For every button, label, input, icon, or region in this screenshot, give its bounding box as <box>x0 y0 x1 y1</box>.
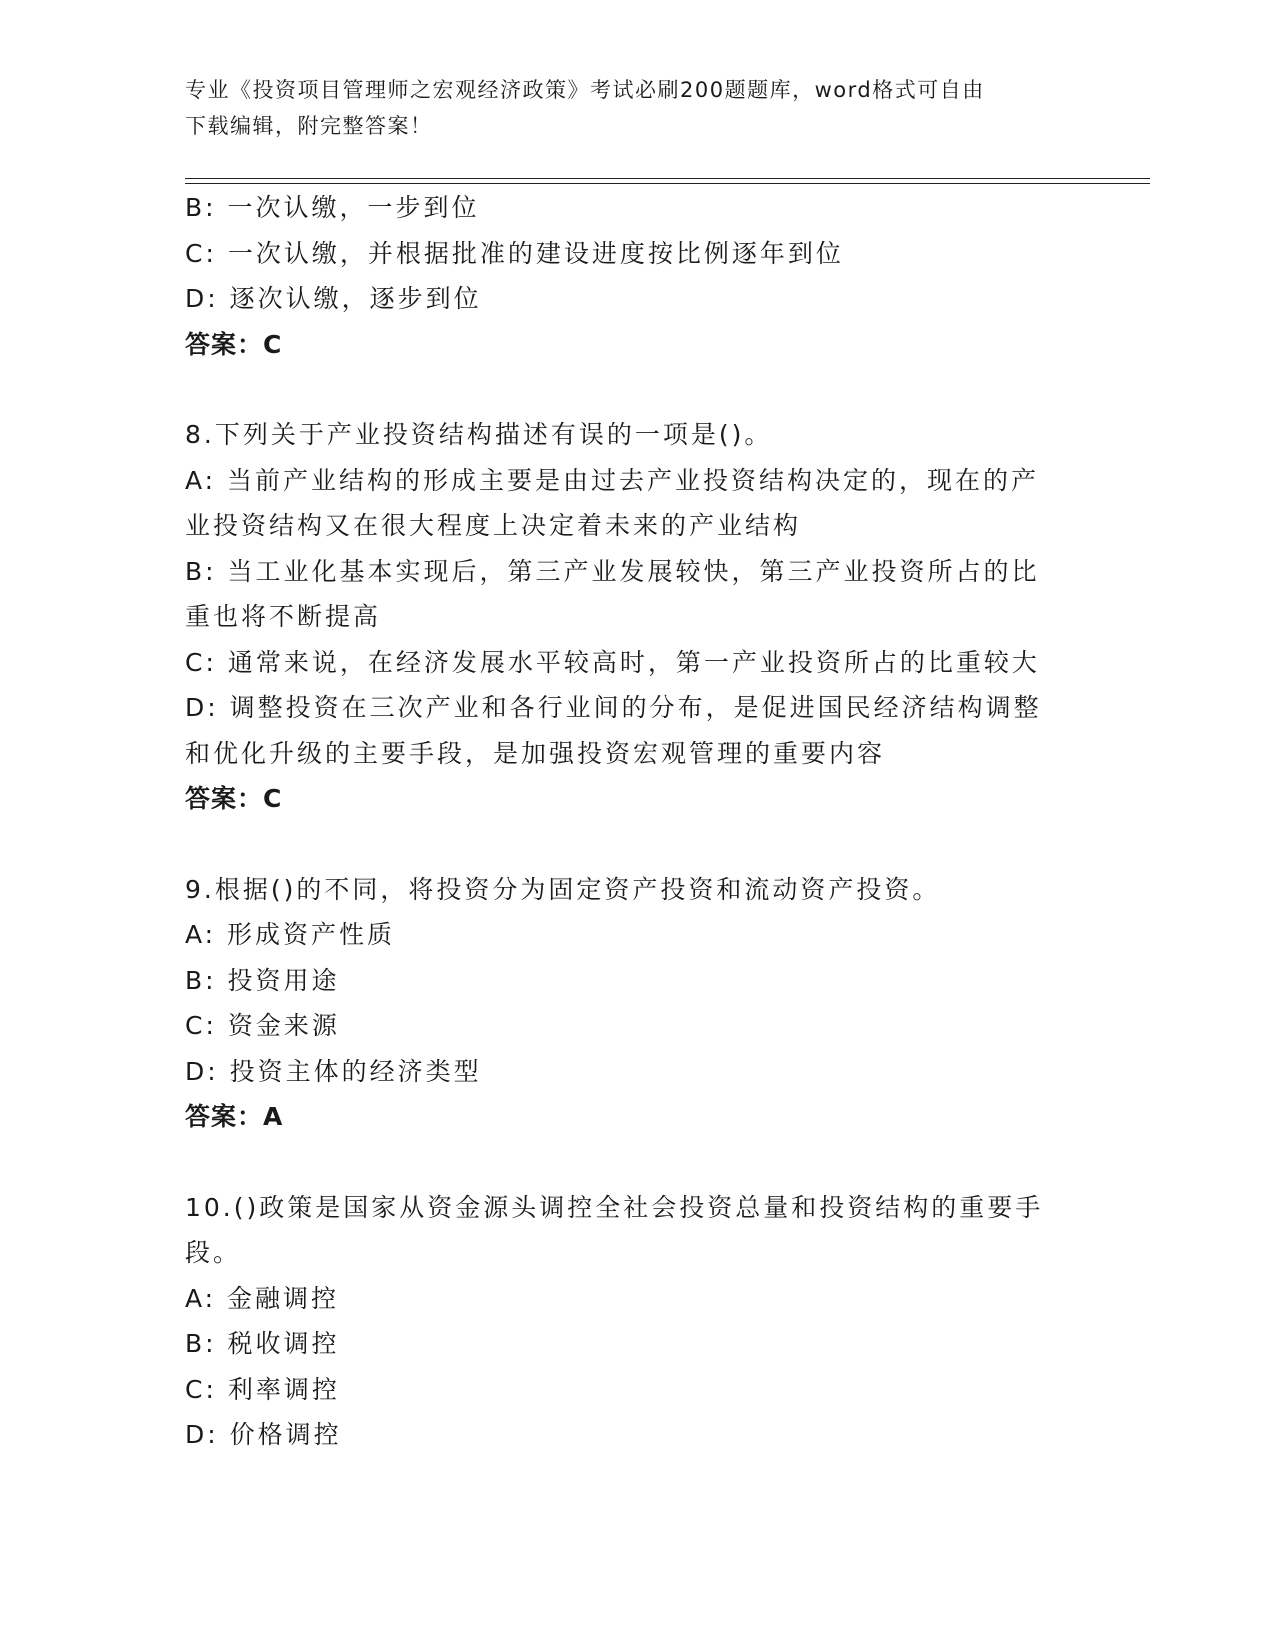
option-a-line-2: 业投资结构又在很大程度上决定着未来的产业结构 <box>185 511 802 540</box>
question-text-line-2: 段。 <box>185 1238 242 1267</box>
answer: 答案：C <box>185 784 283 813</box>
option-b: B: 投资用途 <box>185 965 340 995</box>
spacer <box>185 367 1085 412</box>
question-list <box>185 185 1085 1458</box>
spacer <box>185 1140 1085 1185</box>
option-c: C: 通常来说，在经济发展水平较高时，第一产业投资所占的比重较大 <box>185 647 1040 677</box>
document-header <box>185 72 1065 144</box>
option-a-line-1: A: 当前产业结构的形成主要是由过去产业投资结构决定的，现在的产 <box>185 465 1040 495</box>
option-d-line-1: D: 调整投资在三次产业和各行业间的分布，是促进国民经济结构调整 <box>185 693 1042 722</box>
question-text: 9.根据()的不同，将投资分为固定资产投资和流动资产投资。 <box>185 874 941 904</box>
header-line-2: 下载编辑，附完整答案！ <box>185 114 433 138</box>
option-d: D: 投资主体的经济类型 <box>185 1056 482 1086</box>
question-text: 8.下列关于产业投资结构描述有误的一项是()。 <box>185 420 773 449</box>
option-a: A: 形成资产性质 <box>185 920 396 949</box>
option-c: C: 一次认缴，并根据批准的建设进度按比例逐年到位 <box>185 238 844 268</box>
question-9 <box>185 867 1085 1140</box>
header-divider-bottom <box>185 183 1150 184</box>
question-text-line-1: 10.()政策是国家从资金源头调控全社会投资总量和投资结构的重要手 <box>185 1192 1044 1222</box>
header-line-1: 专业《投资项目管理师之宏观经济政策》考试必刷200题题库，word格式可自由 <box>185 78 985 102</box>
answer: 答案：C <box>185 329 283 359</box>
option-b: B: 一次认缴，一步到位 <box>185 193 480 222</box>
answer: 答案：A <box>185 1102 284 1131</box>
option-d: D: 逐次认缴，逐步到位 <box>185 284 482 313</box>
question-8 <box>185 412 1085 822</box>
option-b-line-2: 重也将不断提高 <box>185 602 382 631</box>
option-a: A: 金融调控 <box>185 1283 340 1313</box>
option-c: C: 资金来源 <box>185 1011 340 1040</box>
option-d: D: 价格调控 <box>185 1420 342 1449</box>
option-d-line-2: 和优化升级的主要手段，是加强投资宏观管理的重要内容 <box>185 738 886 768</box>
spacer <box>185 822 1085 867</box>
header-divider-top <box>185 178 1150 179</box>
question-10 <box>185 1185 1085 1458</box>
option-c: C: 利率调控 <box>185 1374 340 1404</box>
question-7-continued <box>185 185 1085 367</box>
option-b-line-1: B: 当工业化基本实现后，第三产业发展较快，第三产业投资所占的比 <box>185 556 1040 586</box>
option-b: B: 税收调控 <box>185 1329 340 1358</box>
